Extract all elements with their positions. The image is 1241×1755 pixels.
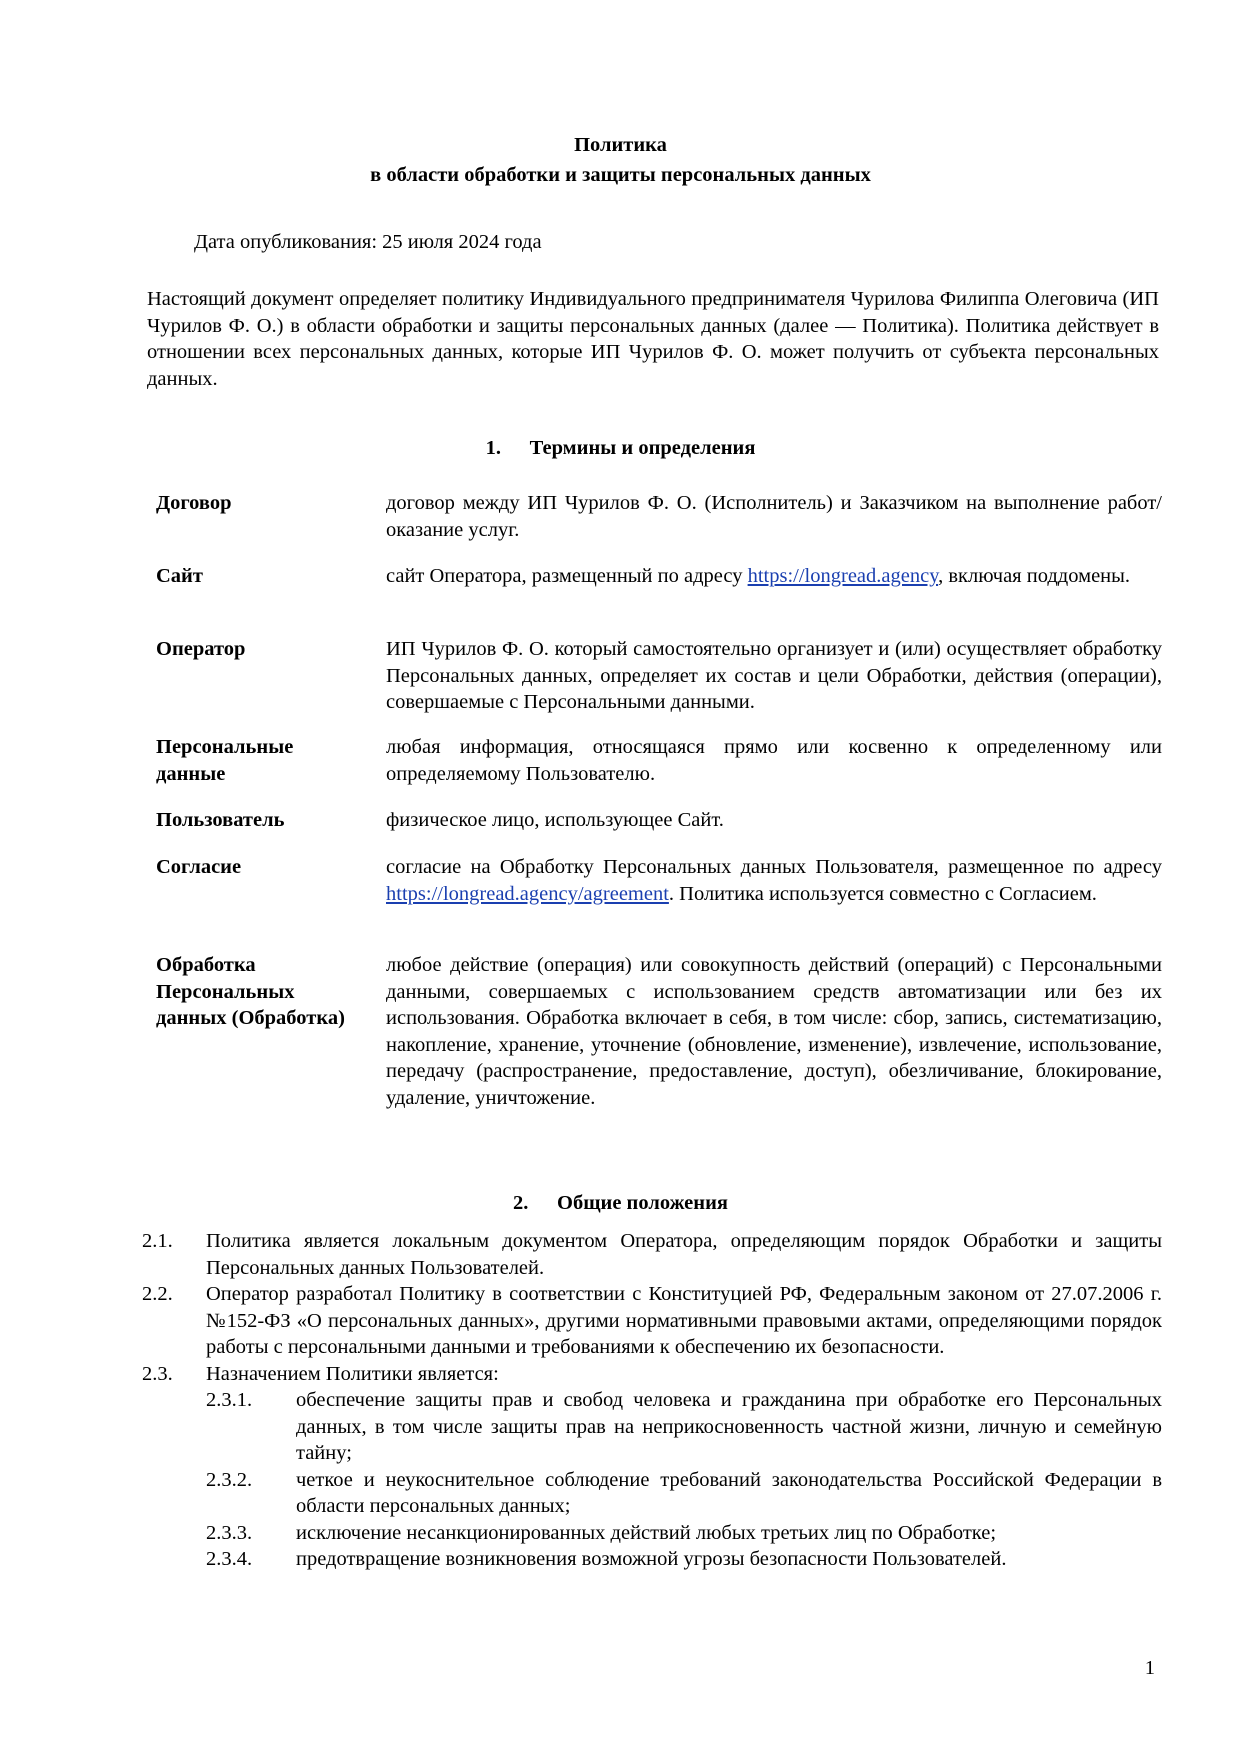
term-definition: любая информация, относящаяся прямо или косвенно к определенному или определяемому Пользователю. bbox=[386, 736, 1162, 785]
definition-text: . Политика используется совместно с Согласием. bbox=[668, 882, 1097, 905]
term-definition: ИП Чурилов Ф. О. который самостоятельно организует и (или) осуществляет обработку Персональных данных, определяет их состав и цели Обработки, действия (операции), совершаемые с Персональными данными. bbox=[386, 638, 1162, 713]
section-1-heading bbox=[0, 435, 1241, 462]
definition-text: сайт Оператора, размещенный по адресу bbox=[386, 565, 748, 587]
definition-text: согласие на Обработку Персональных данных Пользователя, размещенное по адресу bbox=[386, 856, 1162, 878]
subitem-text: предотвращение возникновения возможной угрозы безопасности Пользователей. bbox=[296, 1548, 1007, 1570]
term-definition: любое действие (операция) или совокупность действий (операций) с Персональными данными, совершаемых с использованием средств автоматизации или без их использования. Обработка включает в себя, в том числе: сбор, запись, систематизацию, накопление, хранение, уточнение (обновление, изменение), извлечение, использование, передачу (распространение, предоставление, доступ), обезличивание, блокирование, удаление, уничтожение. bbox=[386, 954, 1162, 1109]
subitem-text: исключение несанкционированных действий любых третьих лиц по Обработке; bbox=[296, 1521, 997, 1544]
section-1-title: Термины и определения bbox=[529, 437, 756, 459]
title-line-2: в области обработки и защиты персональных данных bbox=[370, 164, 871, 186]
list-subitem bbox=[142, 1387, 1162, 1467]
section-2-title: Общие положения bbox=[557, 1192, 728, 1214]
list-item bbox=[142, 1361, 1162, 1388]
subitem-number: 2.3.4. bbox=[206, 1548, 253, 1570]
term-name: Договор bbox=[156, 492, 232, 514]
item-text: Оператор разработал Политику в соответствии с Конституцией РФ, Федеральным законом от 27.07.2006 г. №152-ФЗ «О персональных данных», другими нормативными правовыми актами, определяющими порядок работы с персональными данными и требованиями к обеспечению их безопасности. bbox=[206, 1283, 1162, 1358]
subitem-number: 2.3.1. bbox=[206, 1389, 253, 1411]
item-text: Назначением Политики является: bbox=[206, 1362, 499, 1385]
term-definition: физическое лицо, использующее Сайт. bbox=[386, 809, 724, 831]
section-2-heading bbox=[0, 1190, 1241, 1217]
term-name: Согласие bbox=[156, 856, 242, 878]
agreement-link[interactable]: https://longread.agency/agreement bbox=[386, 882, 669, 905]
term-name: Оператор bbox=[156, 638, 246, 660]
term-name: Обработка Персональных данных (Обработка) bbox=[156, 954, 345, 1029]
list-subitem bbox=[142, 1467, 1162, 1520]
list-subitem bbox=[142, 1520, 1162, 1547]
subitem-number: 2.3.3. bbox=[206, 1521, 253, 1544]
item-number: 2.1. bbox=[142, 1230, 173, 1252]
term-definition: договор между ИП Чурилов Ф. О. (Исполнитель) и Заказчиком на выполнение работ/оказание услуг. bbox=[386, 492, 1162, 541]
subitem-text: обеспечение защиты прав и свобод человека и гражданина при обработке его Персональных данных, в том числе защиты прав на неприкосновенность частной жизни, личную и семейную тайну; bbox=[296, 1389, 1162, 1464]
term-definition bbox=[386, 563, 1156, 590]
item-number: 2.2. bbox=[142, 1283, 173, 1305]
term-name: Пользователь bbox=[156, 809, 285, 831]
publication-date: Дата опубликования: 25 июля 2024 года bbox=[194, 231, 542, 253]
title-line-1: Политика bbox=[574, 134, 667, 156]
intro-paragraph: Настоящий документ определяет политику Индивидуального предпринимателя Чурилова Филиппа Олеговича (ИП Чурилов Ф. О.) в области обработки и защиты персональных данных (далее — Политика). Политика действует в отношении всех персональных данных, которые ИП Чурилов Ф. О. может получить от субъекта персональных данных. bbox=[147, 288, 1159, 390]
site-link[interactable]: https://longread.agency bbox=[747, 565, 939, 587]
section-2-list bbox=[142, 1228, 1162, 1573]
item-number: 2.3. bbox=[142, 1362, 173, 1385]
section-1-number: 1. bbox=[485, 437, 501, 459]
term-name: Сайт bbox=[156, 565, 203, 587]
document-title bbox=[0, 130, 1241, 190]
definition-text: , включая поддомены. bbox=[938, 565, 1131, 587]
list-subitem bbox=[142, 1546, 1162, 1573]
subitem-number: 2.3.2. bbox=[206, 1468, 253, 1491]
list-item bbox=[142, 1281, 1162, 1361]
term-definition bbox=[386, 854, 1162, 907]
item-text: Политика является локальным документом Оператора, определяющим порядок Обработки и защиты Персональных данных Пользователей. bbox=[206, 1230, 1162, 1279]
subitem-text: четкое и неукоснительное соблюдение требований законодательства Российской Федерации в области персональных данных; bbox=[296, 1468, 1162, 1517]
section-2-number: 2. bbox=[513, 1192, 529, 1214]
list-item bbox=[142, 1228, 1162, 1281]
term-name: Персональные данные bbox=[156, 736, 294, 785]
page-number: 1 bbox=[1144, 1657, 1155, 1679]
